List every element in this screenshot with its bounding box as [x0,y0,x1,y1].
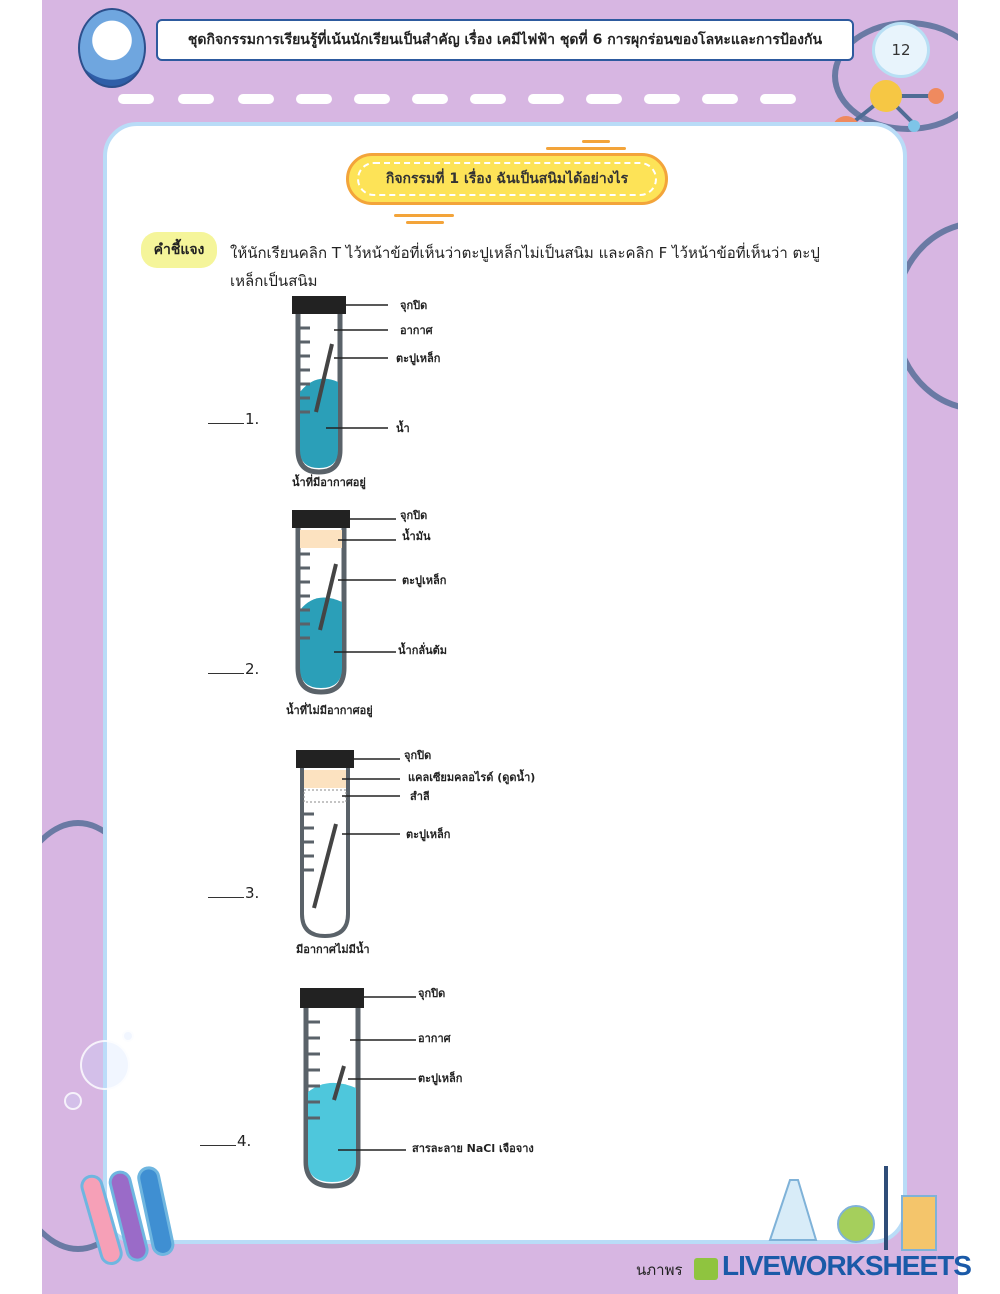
decorative-dash [702,94,738,104]
label-salt-solution: สารละลาย NaCl เจือจาง [412,1142,534,1155]
liveworksheets-logo[interactable]: LIVEWORKSHEETS [722,1250,971,1281]
page-header [156,19,854,61]
instructions-label [141,232,217,268]
decorative-dash [394,214,454,217]
decorative-dash [470,94,506,104]
decorative-dash [760,94,796,104]
label-stopper: จุกปิด [400,299,428,312]
answer-blank-2[interactable] [208,673,244,674]
test-tubes-illustration [82,1160,192,1270]
school-logo [78,8,146,88]
liveworksheets-icon [694,1258,718,1280]
label-water: น้ำ [396,422,410,435]
decorative-dash [238,94,274,104]
stopper [300,988,364,1008]
activity-title-text: กิจกรรมที่ 1 เรื่อง ฉันเป็นสนิมได้อย่างไร [385,171,629,187]
bubble-decoration [64,1092,82,1110]
bubble-decoration [122,1030,134,1042]
answer-blank-4[interactable] [200,1145,236,1146]
label-nail: ตะปูเหล็ก [406,828,451,841]
label-stopper: จุกปิด [400,509,428,522]
decorative-dash [528,94,564,104]
instructions-text: ให้นักเรียนคลิก T ไว้หน้าข้อที่เห็นว่าตะปูเหล็กไม่เป็นสนิม และคลิก F ไว้หน้าข้อที่เห็นว่า ตะปูเหล็กเป็นสนิม [230,244,820,290]
decorative-dash [296,94,332,104]
label-cotton: สำลี [410,790,430,803]
instructions-label-text: คำชี้แจง [153,242,205,258]
cotton-layer [304,790,346,802]
tube-caption: น้ำที่ไม่มีอากาศอยู่ [286,704,373,717]
answer-blank-1[interactable] [208,423,244,424]
decorative-dash [354,94,390,104]
lab-equipment-illustration [740,1150,960,1260]
test-tube-diagram-2 [286,506,526,716]
iron-nail [314,824,336,908]
decorative-dash [406,221,444,224]
question-2 [208,660,259,678]
answer-blank-3[interactable] [208,897,244,898]
label-air: อากาศ [400,324,433,337]
question-4 [200,1132,251,1150]
header-title: ชุดกิจกรรมการเรียนรู้ที่เน้นนักเรียนเป็นสำคัญ เรื่อง เคมีไฟฟ้า ชุดที่ 6 การผุกร่อนของโลหะและการป้องกัน [187,32,823,48]
label-air: อากาศ [418,1032,451,1045]
tube-caption: น้ำที่มีอากาศอยู่ [292,476,366,489]
label-oil: น้ำมัน [402,530,431,543]
question-number: 3. [245,884,260,902]
test-tube-diagram-3 [292,746,542,956]
decorative-dash [412,94,448,104]
decorative-dash [644,94,680,104]
decorative-dash [118,94,154,104]
stopper [292,510,350,528]
label-calcium-chloride: แคลเซียมคลอไรด์ (ดูดน้ำ) [408,771,536,784]
stopper [292,296,346,314]
author-credit: นภาพร [636,1261,683,1279]
calcium-chloride-layer [304,770,346,788]
decorative-dash [582,140,610,143]
activity-title [346,153,668,205]
question-1 [208,410,259,428]
label-nail: ตะปูเหล็ก [418,1072,463,1085]
tube-caption: มีอากาศไม่มีน้ำ [296,943,370,956]
test-tube-diagram-1 [286,292,526,492]
question-number: 1. [245,410,260,428]
test-tube-diagram-4 [298,984,558,1194]
label-nail: ตะปูเหล็ก [396,352,441,365]
label-stopper: จุกปิด [404,749,432,762]
page-number-text: 12 [891,41,911,59]
decorative-dash [586,94,622,104]
label-boiled-water: น้ำกลั่นต้ม [398,644,448,657]
decorative-dash [546,147,626,150]
question-number: 2. [245,660,260,678]
stopper [296,750,354,768]
bubble-decoration [80,1040,130,1090]
label-nail: ตะปูเหล็ก [402,574,447,587]
question-number: 4. [237,1132,252,1150]
decorative-dash [178,94,214,104]
label-stopper: จุกปิด [418,987,446,1000]
oil-layer [300,530,342,548]
question-3 [208,884,259,902]
